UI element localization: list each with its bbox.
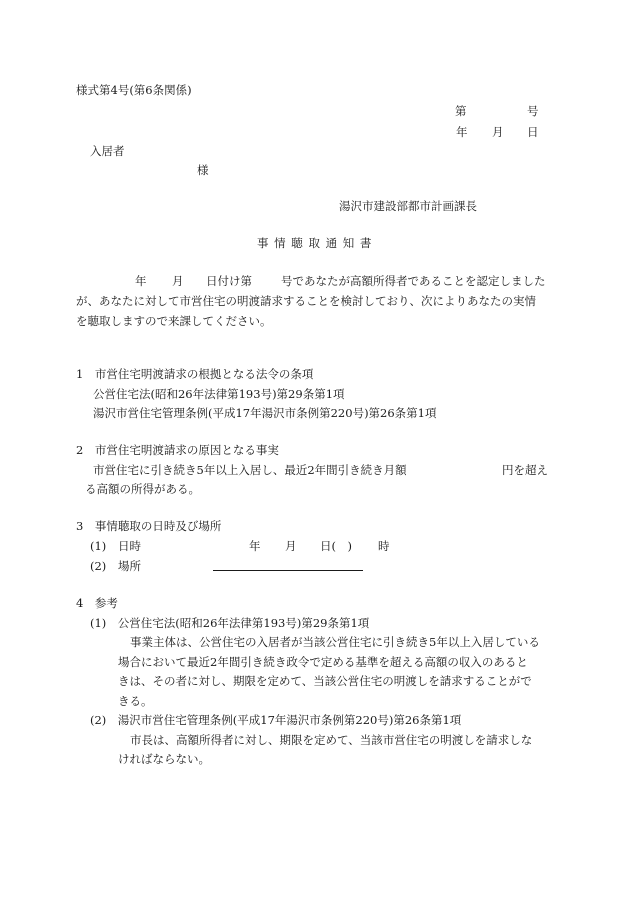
- date-year: 年: [456, 125, 468, 139]
- intro-date-ref: 日付け第: [206, 274, 252, 288]
- section1-item2: 湯沢市営住宅管理条例(平成17年湯沢市条例第220号)第26条第1項: [93, 406, 437, 420]
- intro-month: 月: [172, 274, 184, 288]
- section3-hour: 時: [378, 539, 390, 553]
- section4-sub1-line4: きる。: [118, 694, 153, 708]
- doc-number-go: 号: [527, 104, 539, 118]
- section2-line1: 市営住宅に引き続き5年以上入居し、最近2年間引き続き月額: [93, 463, 407, 477]
- section4-sub1-line1: 事業主体は、公営住宅の入居者が当該公営住宅に引き続き5年以上入居している: [130, 635, 540, 649]
- section4-sub1-line3: きは、その者に対し、期限を定めて、当該公営住宅の明渡しを請求することがで: [118, 674, 532, 688]
- section2-line1-end: 円を超え: [502, 463, 548, 477]
- section4-sub1-line2: 場合において最近2年間引き続き政令で定める基準を超える高額の収入のあると: [118, 655, 528, 669]
- section4-sub2-line2: ければならない。: [118, 752, 210, 766]
- doc-number-dai: 第: [455, 104, 467, 118]
- section3-heading: 3 事情聴取の日時及び場所: [76, 519, 222, 533]
- location-blank-line: [213, 570, 363, 571]
- section3-year: 年: [249, 539, 261, 553]
- recipient-label: 入居者: [90, 144, 125, 158]
- intro-line3: を聴取しますので来課してください。: [76, 314, 272, 328]
- date-month: 月: [492, 125, 504, 139]
- form-label: 様式第4号(第6条関係): [76, 83, 192, 97]
- section3-day: 日( ): [320, 539, 352, 553]
- section1-item1: 公営住宅法(昭和26年法律第193号)第29条第1項: [93, 387, 345, 401]
- section3-row2-number: (2): [90, 559, 107, 573]
- recipient-honorific: 様: [197, 163, 209, 177]
- section4-sub2-line1: 市長は、高額所得者に対し、期限を定めて、当該市営住宅の明渡しを請求しな: [130, 733, 533, 747]
- intro-year: 年: [135, 274, 147, 288]
- sender: 湯沢市建設部都市計画課長: [339, 199, 477, 213]
- section2-line2: る高額の所得がある。: [85, 482, 200, 496]
- intro-line2: が、あなたに対して市営住宅の明渡請求することを検討しており、次によりあなたの実情: [76, 294, 536, 308]
- section3-row1-label: 日時: [118, 539, 141, 553]
- date-day: 日: [527, 125, 539, 139]
- section1-heading: 1 市営住宅明渡請求の根拠となる法令の条項: [76, 367, 314, 381]
- section4-sub2-title: (2) 湯沢市営住宅管理条例(平成17年湯沢市条例第220号)第26条第1項: [90, 713, 462, 727]
- section2-heading: 2 市営住宅明渡請求の原因となる事実: [76, 443, 279, 457]
- section3-row1-number: (1): [90, 539, 107, 553]
- section4-heading: 4 参考: [76, 596, 118, 610]
- document-title: 事 情 聴 取 通 知 書: [257, 236, 373, 250]
- intro-line1-rest: 号であなたが高額所得者であることを認定しました: [281, 274, 546, 288]
- section3-month: 月: [285, 539, 297, 553]
- section4-sub1-title: (1) 公営住宅法(昭和26年法律第193号)第29条第1項: [90, 616, 370, 630]
- section3-row2-label: 場所: [118, 559, 141, 573]
